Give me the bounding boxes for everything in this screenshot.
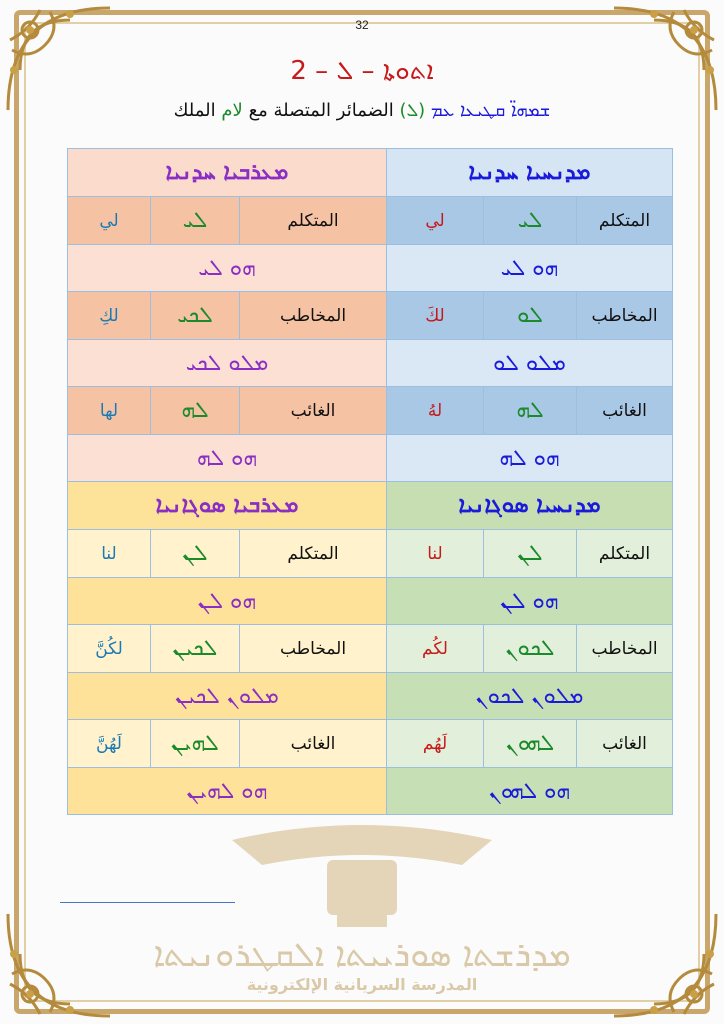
example-phrase: ܗܘ ܠܝ [387,245,673,292]
syriac-form: ܠܝ [484,197,577,245]
eastern-table [386,148,673,815]
subtitle-syriac: ܫܡܗܐ̈ ܩܛܝܥܐ ܥܡ [430,100,551,121]
person-label: المتكلم [577,530,673,578]
table-row [68,720,387,768]
person-label: المخاطب [240,292,387,340]
watermark-logo [0,820,724,934]
arabic-gloss: لكُنَّ [68,625,151,673]
table-row [68,530,387,578]
example-phrase: ܡܠܘܢ ܠܟܘܢ [387,673,673,720]
syriac-form: ܠܗܝܢ [151,720,240,768]
person-label: الغائب [240,387,387,435]
syriac-form: ܠܟܝ [151,292,240,340]
subtitle-arabic: الضمائر المتصلة مع [248,100,394,121]
table-row [68,625,387,673]
example-phrase: ܗܘ ܠܗ [68,435,387,482]
arabic-gloss: لهُ [387,387,484,435]
arabic-gloss: لَهُنَّ [68,720,151,768]
table-row [68,292,387,340]
eastern-singular-header: ܡܕܢܚܝܐ ܚܕܢܝܐ [387,149,673,197]
person-label: المخاطب [577,625,673,673]
arabic-gloss: لَهُم [387,720,484,768]
page-title: ܐܬܘܬܐ – ܠ – 2 [290,56,434,86]
example-phrase: ܗܘ ܠܗ [387,435,673,482]
syriac-form: ܠܟܝܢ [151,625,240,673]
syriac-form: ܠܢ [484,530,577,578]
syriac-form: ܠܗ [151,387,240,435]
title-letter: ܠ [336,56,354,86]
table-row [387,625,673,673]
arabic-gloss: لنا [387,530,484,578]
subtitle-arabic-lam: لام [221,100,243,121]
person-label: المتكلم [240,530,387,578]
person-label: الغائب [577,720,673,768]
syriac-form: ܠܗ [484,387,577,435]
example-phrase: ܗܘ ܠܢ [387,578,673,625]
arabic-gloss: لكُم [387,625,484,673]
western-table [67,148,387,815]
syriac-form: ܠܘ [484,292,577,340]
syriac-form: ܠܢ [151,530,240,578]
arabic-gloss: لكَ [387,292,484,340]
person-label: الغائب [240,720,387,768]
person-label: الغائب [577,387,673,435]
table-row [387,197,673,245]
example-phrase: ܗܘ ܠܢ [68,578,387,625]
syriac-form: ܠܟܘܢ [484,625,577,673]
western-plural-header: ܡܥܪܒܝܐ ܣܘܓܐܢܝܐ [68,482,387,530]
watermark-syriac: ܡܕܪܫܬܐ ܣܘܪܝܝܬܐ ܐܠܩܛܪܘܢܝܬܐ [153,935,571,975]
page-number: 32 [355,18,369,32]
title-number: 2 [290,56,307,86]
arabic-gloss: لي [68,197,151,245]
table-row [387,387,673,435]
table-row [68,387,387,435]
syriac-form: ܠܝ [151,197,240,245]
watermark-arabic: المدرسة السريانية الإلكترونية [246,975,478,994]
subtitle-arabic-end: الملك [173,100,216,121]
example-phrase: ܡܠܘܢ ܠܟܝܢ [68,673,387,720]
person-label: المخاطب [240,625,387,673]
page-subtitle [0,100,724,121]
arabic-gloss: لنا [68,530,151,578]
arabic-gloss: لي [387,197,484,245]
table-row [68,197,387,245]
footnote-separator [60,902,235,903]
arabic-gloss: لكِ [68,292,151,340]
person-label: المتكلم [240,197,387,245]
person-label: المتكلم [577,197,673,245]
table-row [387,720,673,768]
example-phrase: ܗܘ ܠܗܝܢ [68,768,387,815]
western-singular-header: ܡܥܪܒܝܐ ܚܕܢܝܐ [68,149,387,197]
example-phrase: ܗܘ ܠܗܘܢ [387,768,673,815]
title-syriac: ܐܬܘܬܐ [382,56,434,86]
example-phrase: ܡܠܘ ܠܘ [387,340,673,387]
table-row [387,292,673,340]
subtitle-syriac-letter: (ܠ) [399,100,426,121]
example-phrase: ܗܘ ܠܝ [68,245,387,292]
table-row [387,530,673,578]
eastern-plural-header: ܡܕܢܚܝܐ ܣܘܓܐܢܝܐ [387,482,673,530]
syriac-form: ܠܗܘܢ [484,720,577,768]
person-label: المخاطب [577,292,673,340]
example-phrase: ܡܠܘ ܠܟܝ [68,340,387,387]
arabic-gloss: لها [68,387,151,435]
